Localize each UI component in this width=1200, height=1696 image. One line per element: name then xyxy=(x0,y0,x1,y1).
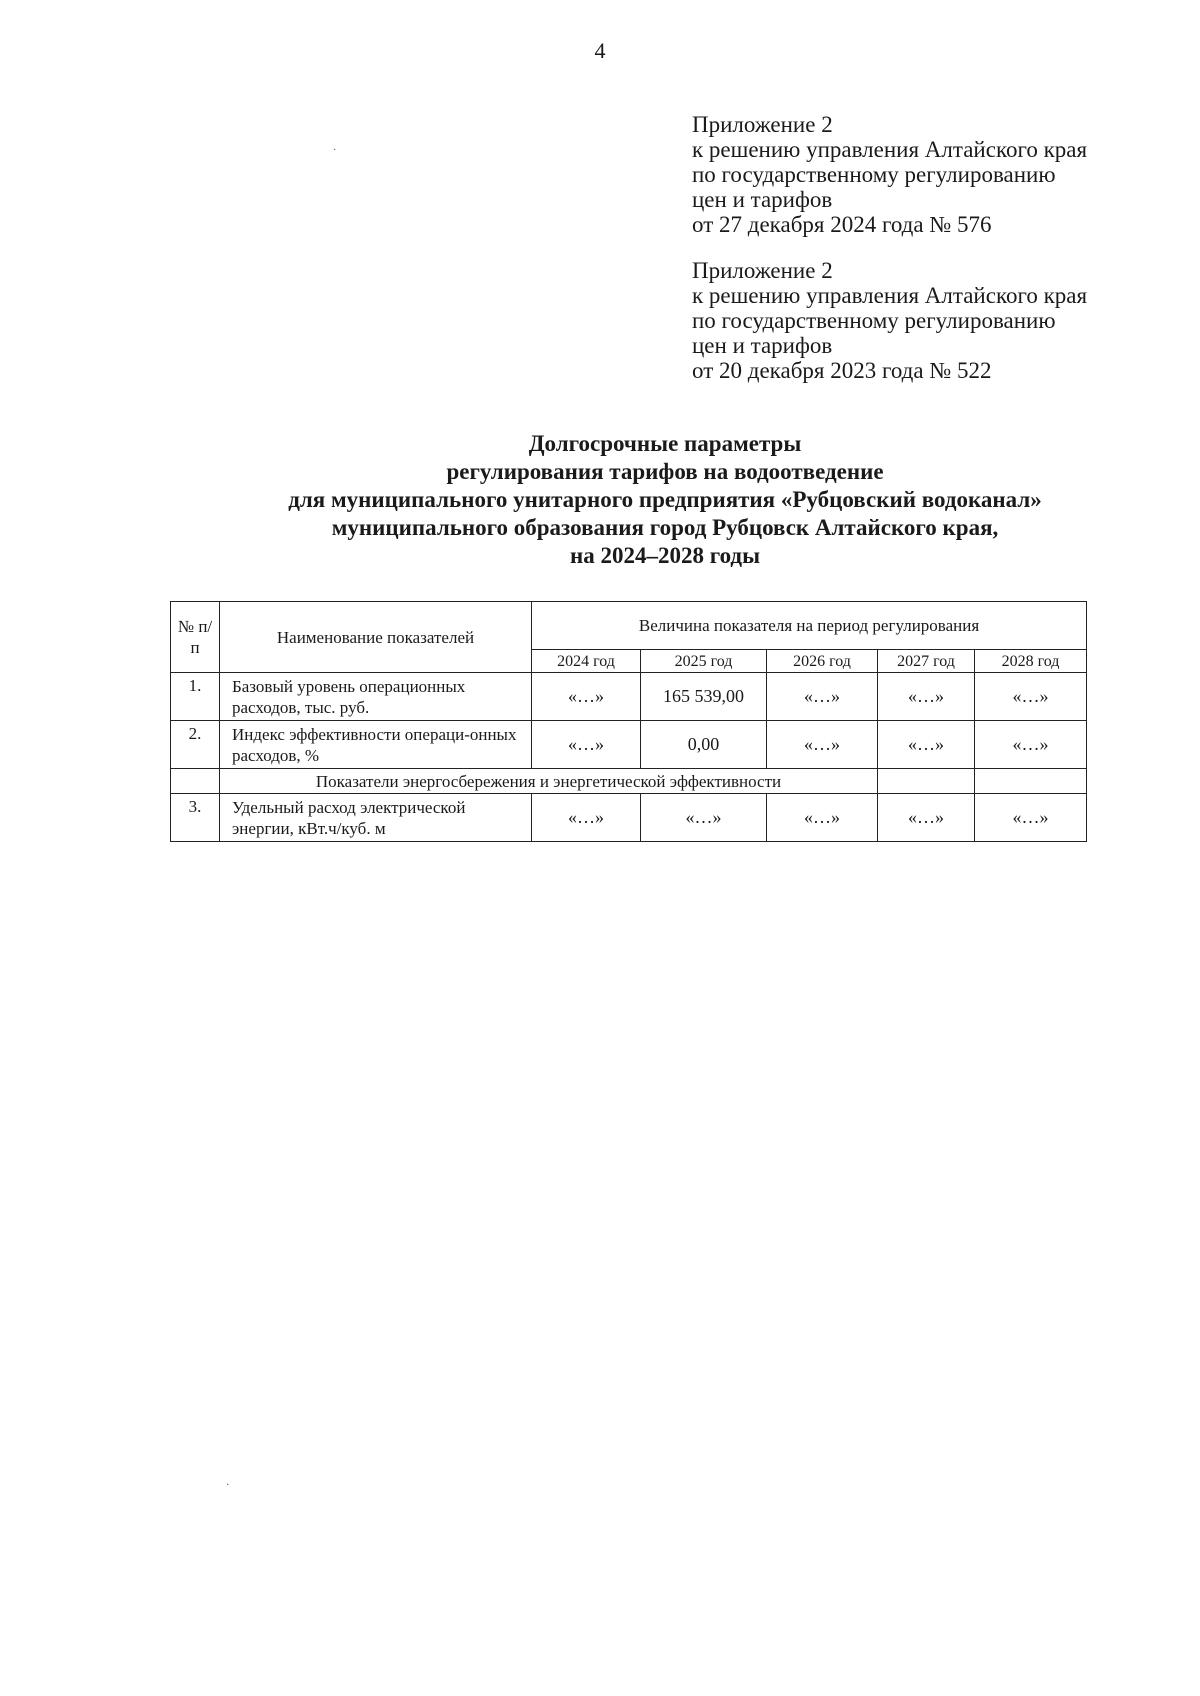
row-value: «…» xyxy=(532,673,641,721)
row-value: 0,00 xyxy=(641,721,767,769)
appendix-line: к решению управления Алтайского края xyxy=(692,283,1088,308)
appendix-line: по государственному регулированию xyxy=(692,308,1056,333)
year-header: 2028 год xyxy=(975,650,1087,673)
row-value: «…» xyxy=(532,721,641,769)
row-value: «…» xyxy=(878,794,975,842)
section-empty-cell xyxy=(975,769,1087,794)
appendix-block-current xyxy=(692,112,1172,237)
appendix-line: к решению управления Алтайского края xyxy=(692,137,1088,162)
section-empty-cell xyxy=(171,769,220,794)
header-name: Наименование показателей xyxy=(220,602,532,673)
appendix-block-previous xyxy=(692,258,1172,383)
year-header: 2024 год xyxy=(532,650,641,673)
header-num: № п/п xyxy=(171,602,220,673)
appendix-line: по государственному регулированию xyxy=(692,162,1056,187)
row-value: 165 539,00 xyxy=(641,673,767,721)
row-name: Удельный расход электрической энергии, кВт.ч/куб. м xyxy=(220,794,532,842)
row-value: «…» xyxy=(975,794,1087,842)
title-line: на 2024–2028 годы xyxy=(569,543,761,568)
row-name: Базовый уровень операционных расходов, тыс. руб. xyxy=(220,673,532,721)
appendix-line: цен и тарифов xyxy=(692,333,833,358)
table-row xyxy=(171,721,1087,769)
row-value: «…» xyxy=(767,673,878,721)
table-header-row xyxy=(171,602,1087,650)
row-value: «…» xyxy=(532,794,641,842)
title-line: муниципального образования город Рубцовск Алтайского края, xyxy=(331,515,999,540)
title-line: для муниципального унитарного предприятия «Рубцовский водоканал» xyxy=(288,487,1042,512)
section-empty-cell xyxy=(878,769,975,794)
row-value: «…» xyxy=(878,721,975,769)
section-title: Показатели энергосбережения и энергетической эффективности xyxy=(220,769,878,794)
row-value: «…» xyxy=(767,721,878,769)
year-header: 2025 год xyxy=(641,650,767,673)
scan-speck: · xyxy=(333,145,337,156)
appendix-line: Приложение 2 xyxy=(692,258,833,283)
row-value: «…» xyxy=(878,673,975,721)
header-period: Величина показателя на период регулирования xyxy=(532,602,1087,650)
row-num: 1. xyxy=(171,673,220,721)
row-value: «…» xyxy=(975,721,1087,769)
section-row xyxy=(171,769,1087,794)
table-row xyxy=(171,794,1087,842)
page-number: 4 xyxy=(594,38,606,63)
row-num: 2. xyxy=(171,721,220,769)
row-value: «…» xyxy=(641,794,767,842)
year-header: 2026 год xyxy=(767,650,878,673)
title-line: Долгосрочные параметры xyxy=(528,431,802,456)
year-header: 2027 год xyxy=(878,650,975,673)
appendix-line: Приложение 2 xyxy=(692,112,833,137)
parameters-table xyxy=(170,601,1087,842)
appendix-line: цен и тарифов xyxy=(692,187,833,212)
row-name: Индекс эффективности операци-онных расходов, % xyxy=(220,721,532,769)
title-line: регулирования тарифов на водоотведение xyxy=(446,459,884,484)
row-num: 3. xyxy=(171,794,220,842)
appendix-line: от 20 декабря 2023 года № 522 xyxy=(692,358,992,383)
table-row xyxy=(171,673,1087,721)
row-value: «…» xyxy=(767,794,878,842)
document-title xyxy=(0,430,1200,570)
appendix-line: от 27 декабря 2024 года № 576 xyxy=(692,212,992,237)
row-value: «…» xyxy=(975,673,1087,721)
scan-speck: · xyxy=(226,1480,230,1491)
